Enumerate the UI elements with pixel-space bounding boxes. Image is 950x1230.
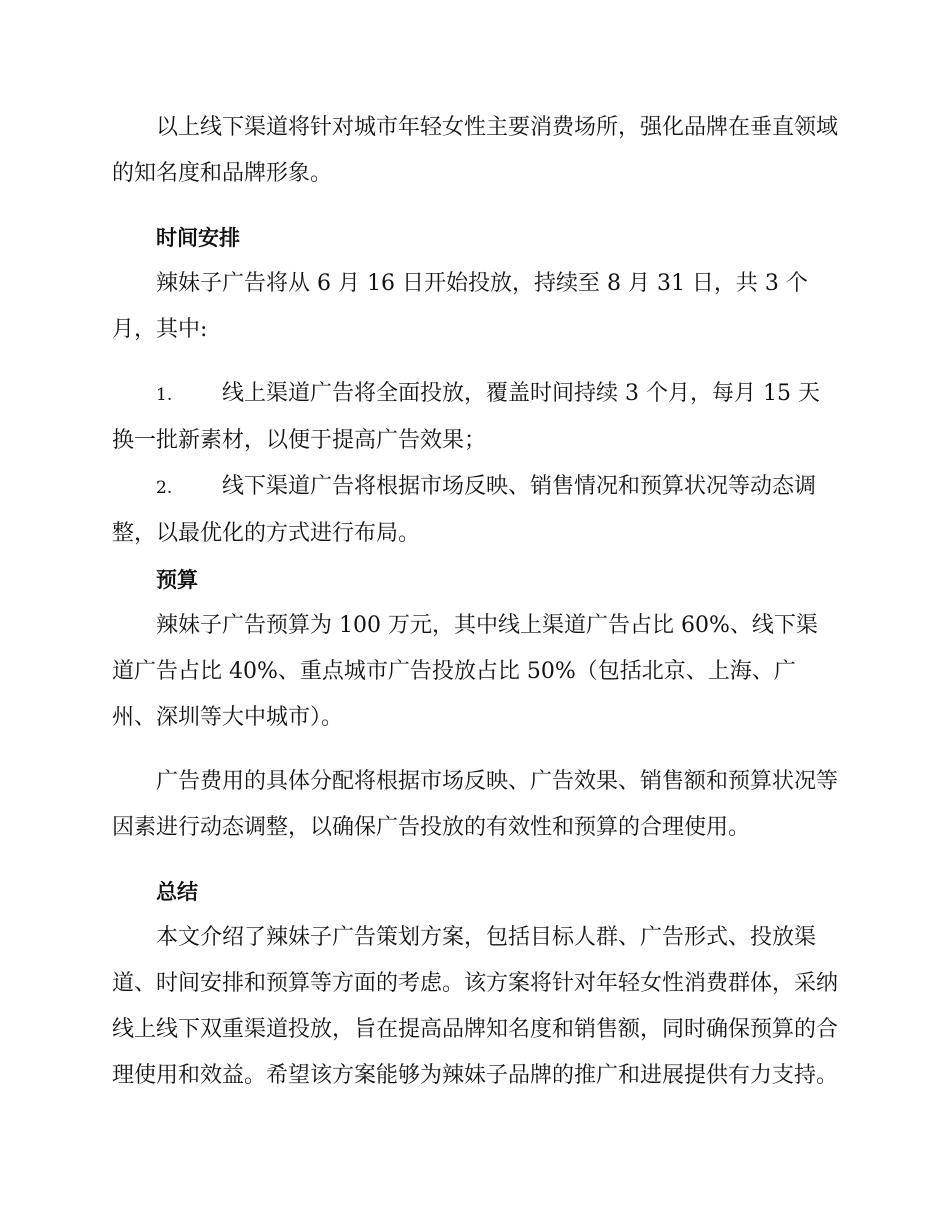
heading-budget: 预算 [156, 568, 198, 592]
list-number: 1. [156, 385, 173, 405]
list-item-2 [112, 464, 838, 557]
list-text: 线上渠道广告将全面投放，覆盖时间持续 3 个月，每月 15 天换一批新素材，以便于提高广告效果； [112, 381, 820, 453]
paragraph-offline-channels: 以上线下渠道将针对城市年轻女性主要消费场所，强化品牌在垂直领域的知名度和品牌形象。 [112, 115, 839, 186]
list-number: 2. [156, 478, 173, 498]
paragraph-budget-allocation: 广告费用的具体分配将根据市场反映、广告效果、销售额和预算状况等因素进行动态调整，以确保广告投放的有效性和预算的合理使用。 [112, 769, 839, 840]
list-text: 线下渠道广告将根据市场反映、销售情况和预算状况等动态调整，以最优化的方式进行布局。 [112, 474, 817, 546]
heading-schedule: 时间安排 [156, 226, 240, 250]
paragraph-schedule: 辣妹子广告将从 6 月 16 日开始投放，持续至 8 月 31 日，共 3 个月，其中: [112, 271, 808, 342]
heading-summary: 总结 [156, 880, 198, 904]
document-body [112, 105, 838, 1099]
paragraph-summary: 本文介绍了辣妹子广告策划方案，包括目标人群、广告形式、投放渠道、时间安排和预算等方面的考虑。该方案将针对年轻女性消费群体，采纳线上线下双重渠道投放，旨在提高品牌知名度和销售额，同时确保预算的合理使用和效益。希望该方案能够为辣妹子品牌的推广和进展提供有力支持。 [112, 925, 839, 1088]
paragraph-budget-ratio: 辣妹子广告预算为 100 万元，其中线上渠道广告占比 60%、线下渠道广告占比 40%、重点城市广告投放占比 50%（包括北京、上海、广州、深圳等大中城市）。 [112, 613, 818, 730]
list-item-1 [112, 371, 838, 464]
